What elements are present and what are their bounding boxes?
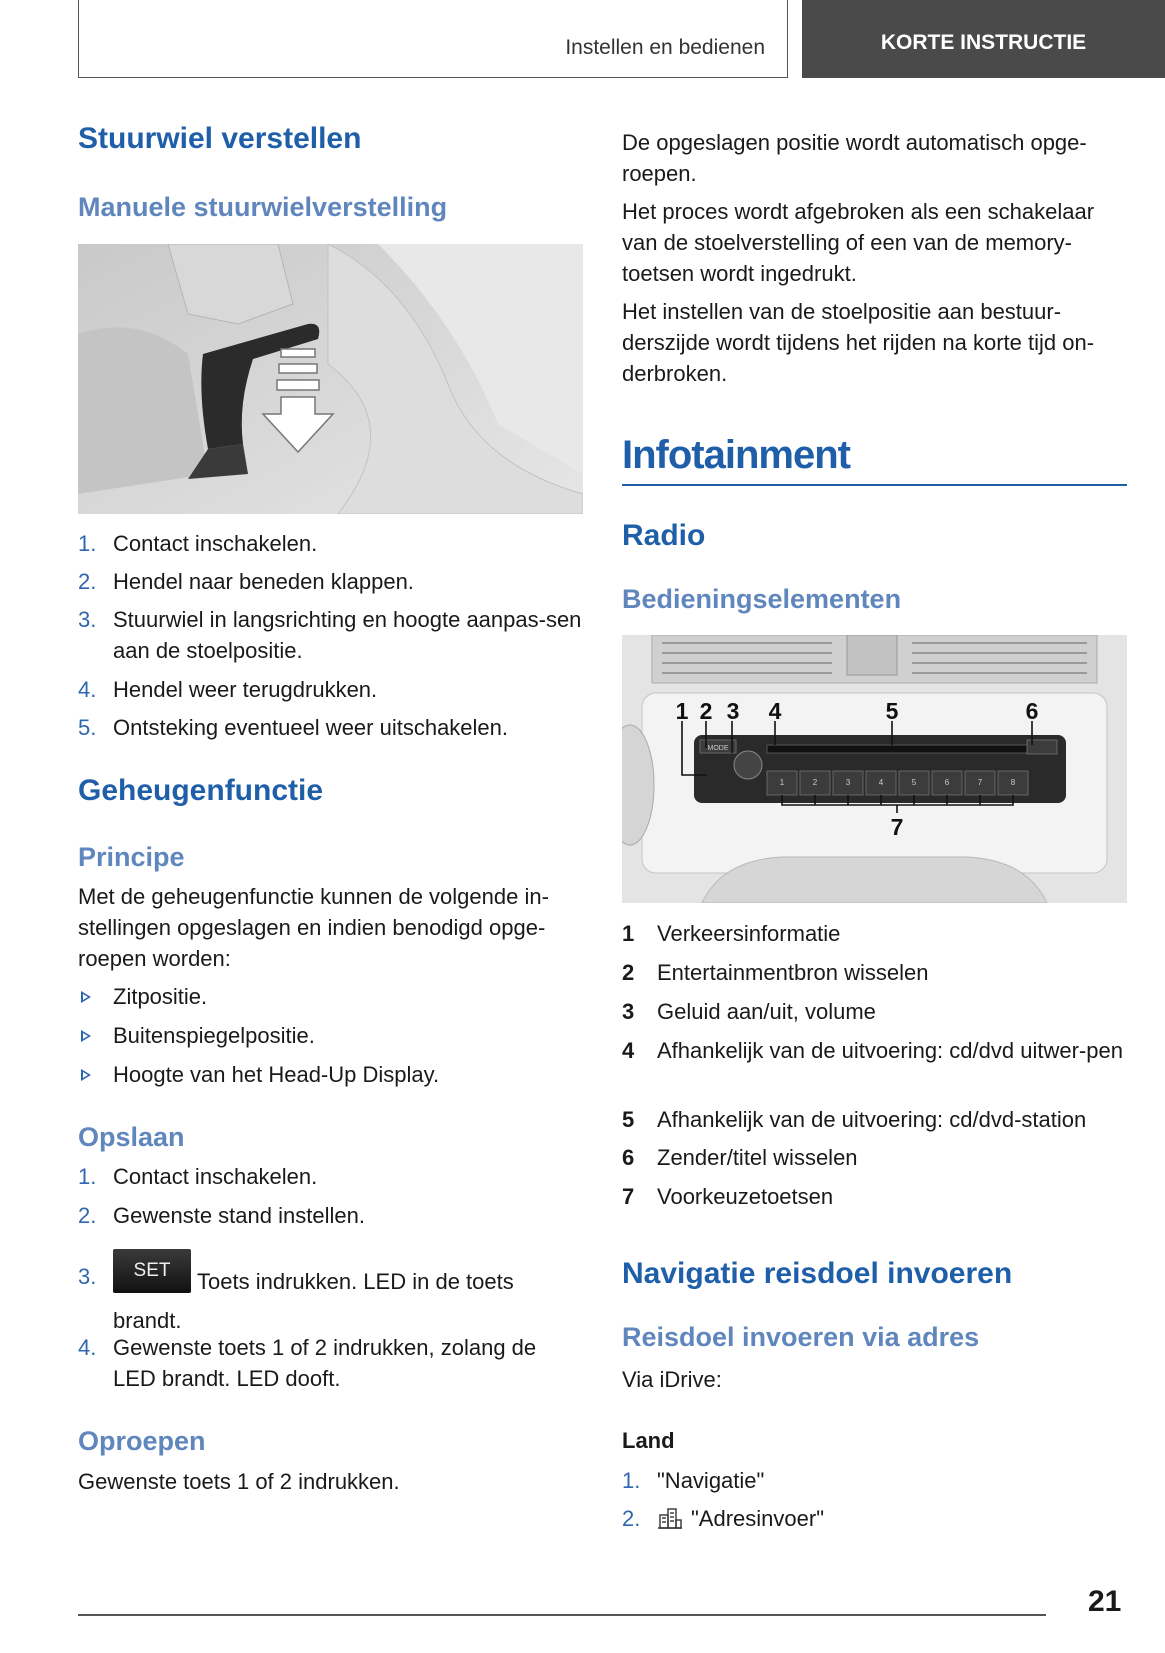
steering-lever-illustration xyxy=(78,244,583,514)
preset-key-label: 6 xyxy=(944,778,950,787)
controls-heading: Bedieningselementen xyxy=(622,584,902,614)
radio-heading: Radio xyxy=(622,519,706,552)
principle-heading: Principe xyxy=(78,842,185,872)
footer-rule xyxy=(78,1614,1046,1616)
infotainment-heading: Infotainment xyxy=(622,433,850,477)
paragraph: Het instellen van de stoelpositie aan bestuur-derszijde wordt tijdens het rijden na korte tijd on-derbroken. xyxy=(622,299,1095,386)
mode-label: MODE xyxy=(707,745,729,752)
steering-heading: Stuurwiel verstellen xyxy=(78,122,362,155)
bullet-item: Buitenspiegelpositie. xyxy=(78,1020,583,1051)
callout-number: 4 xyxy=(768,698,782,724)
via-idrive-text: Via iDrive: xyxy=(622,1367,722,1392)
navigation-heading: Navigatie reisdoel invoeren xyxy=(622,1257,1013,1290)
heading-rule xyxy=(622,484,1127,486)
list-item: 2. Hendel naar beneden klappen. xyxy=(78,569,414,594)
page-number: 21 xyxy=(1088,1585,1122,1618)
memory-heading: Geheugenfunctie xyxy=(78,774,324,807)
bullet-triangle-icon xyxy=(81,1030,91,1042)
list-item: 7 Voorkeuzetoetsen xyxy=(622,1184,834,1209)
bullet-item: Hoogte van het Head-Up Display. xyxy=(78,1059,583,1090)
list-item: 1 Verkeersinformatie xyxy=(622,921,841,946)
list-item: 3 Geluid aan/uit, volume xyxy=(622,999,876,1024)
list-item: 5. Ontsteking eventueel weer uitschakelen. xyxy=(78,715,509,740)
callout-number: 2 xyxy=(699,698,713,724)
radio-controls-illustration xyxy=(622,635,1127,903)
callout-number: 7 xyxy=(890,814,904,840)
list-item: 6 Zender/titel wisselen xyxy=(622,1145,858,1170)
list-item: 2 Entertainmentbron wisselen xyxy=(622,960,929,985)
callout-number: 3 xyxy=(726,698,740,724)
bullet-triangle-icon xyxy=(81,1069,91,1081)
chapter-tab: KORTE INSTRUCTIE xyxy=(802,0,1165,78)
paragraph: Het proces wordt afgebroken als een schakelaar van de stoelverstelling of een van de memory-toetsen wordt ingedrukt. xyxy=(622,199,1095,286)
list-item: 2. "Adresinvoer" xyxy=(622,1506,825,1531)
preset-key-label: 1 xyxy=(779,778,785,787)
address-input-icon xyxy=(657,1506,683,1530)
section-title: Instellen en bedienen xyxy=(565,36,765,59)
list-item: 2. Gewenste stand instellen. xyxy=(78,1203,365,1228)
preset-key-label: 7 xyxy=(977,778,983,787)
address-heading: Reisdoel invoeren via adres xyxy=(622,1322,980,1352)
callout-number: 6 xyxy=(1025,698,1039,724)
land-heading: Land xyxy=(622,1428,675,1453)
save-heading: Opslaan xyxy=(78,1122,185,1152)
list-item: 5 Afhankelijk van de uitvoering: cd/dvd-station xyxy=(622,1107,1087,1132)
manual-steering-heading: Manuele stuurwielverstelling xyxy=(78,192,448,222)
bullet-triangle-icon xyxy=(81,991,91,1003)
preset-key-label: 5 xyxy=(911,778,917,787)
list-item: 1. Contact inschakelen. xyxy=(78,1164,318,1189)
recall-heading: Oproepen xyxy=(78,1426,206,1456)
set-button-icon: SET xyxy=(113,1249,191,1293)
list-item: 1. "Navigatie" xyxy=(622,1468,765,1493)
preset-key-label: 3 xyxy=(845,778,851,787)
preset-key-label: 8 xyxy=(1010,778,1016,787)
preset-key-label: 4 xyxy=(878,778,884,787)
preset-key-label: 2 xyxy=(812,778,818,787)
list-item: 4. Hendel weer terugdrukken. xyxy=(78,677,378,702)
list-item: 1. Contact inschakelen. xyxy=(78,531,318,556)
callout-number: 5 xyxy=(885,698,899,724)
recall-text: Gewenste toets 1 of 2 indrukken. xyxy=(78,1469,400,1494)
list-item: 3. Stuurwiel in langsrichting en hoogte aanpas-sen aan de stoelpositie. xyxy=(78,607,582,663)
list-item: 4. Gewenste toets 1 of 2 indrukken, zolang de LED brandt. LED dooft. xyxy=(78,1335,537,1391)
paragraph: De opgeslagen positie wordt automatisch opge-roepen. xyxy=(622,130,1087,186)
list-item: 4 Afhankelijk van de uitvoering: cd/dvd uitwer-pen xyxy=(622,1038,1123,1063)
running-header-box xyxy=(78,0,788,78)
callout-number: 1 xyxy=(675,698,689,724)
principle-text: Met de geheugenfunctie kunnen de volgende in-stellingen opgeslagen en indien benodigd opge-roepen worden: xyxy=(78,884,549,971)
list-item: 3. SET Toets indrukken. LED in de toets brandt. xyxy=(78,1261,583,1336)
bullet-item: Zitpositie. xyxy=(78,981,583,1012)
